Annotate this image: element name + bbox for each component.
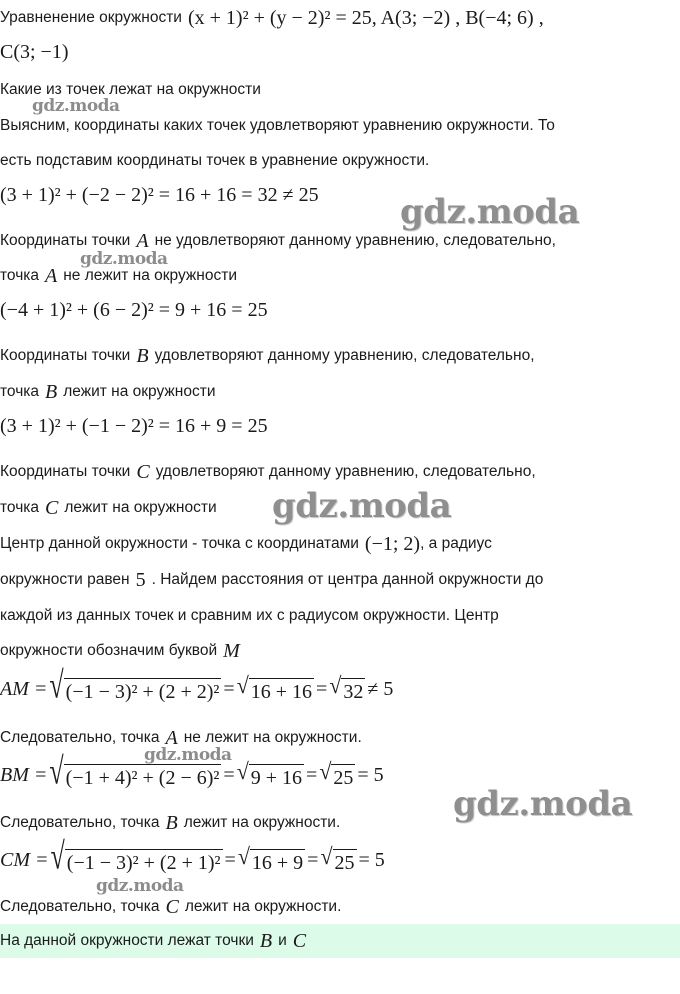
cm-distance-formula <box>0 835 680 881</box>
text-line <box>0 343 680 369</box>
center-coordinates: (−1; 2) <box>364 532 421 555</box>
radius-value: 5 <box>135 568 146 591</box>
text-fragment: удовлетворяют данному уравнению, следовательно, <box>155 463 536 480</box>
radical: √ (−1 − 3)² + (2 + 1)² <box>50 835 221 878</box>
point-label: C <box>45 496 59 519</box>
watermark: gdz.moda <box>144 745 232 765</box>
text-line <box>0 894 680 920</box>
formula-tail: ≠ 5 <box>367 677 394 700</box>
formula-tail: = 5 <box>357 763 384 786</box>
explanation-text: есть подставим координаты точек в уравнение окружности. <box>0 152 430 169</box>
text-line <box>0 567 680 593</box>
equals-sign: = <box>223 677 235 700</box>
text-fragment: точка <box>0 267 40 284</box>
radical: √ 16 + 9 <box>237 842 304 874</box>
point-c-check-formula: (3 + 1)² + (−1 − 2)² = 16 + 9 = 25 <box>0 414 268 437</box>
radicand: 25 <box>333 849 357 875</box>
text-fragment: не лежит на окружности. <box>183 729 362 746</box>
radicand: (−1 + 4)² + (2 − 6)² <box>64 764 222 790</box>
equals-sign: = <box>224 848 236 871</box>
formula-lhs: BM = <box>0 763 48 786</box>
formula-lhs: CM = <box>0 848 49 871</box>
text-fragment: Координаты точки <box>0 232 131 249</box>
radical: √ 9 + 16 <box>236 757 303 789</box>
watermark: gdz.moda <box>400 192 580 232</box>
text-line <box>0 114 680 138</box>
point-c-math: C(3; −1) <box>0 40 69 63</box>
formula-line <box>0 295 680 325</box>
point-label: C <box>136 460 150 483</box>
formula-tail: = 5 <box>358 848 385 871</box>
equation-intro-text: Уравненение окружности <box>0 9 182 26</box>
watermark: gdz.moda <box>272 486 452 526</box>
radical: √ (−1 + 4)² + (2 − 6)² <box>49 750 220 793</box>
radicand: 16 + 9 <box>250 849 305 875</box>
watermark: gdz.moda <box>80 249 168 269</box>
text-fragment: окружности равен <box>0 571 130 588</box>
radical: √ 25 <box>319 757 354 789</box>
formula-line <box>0 411 680 441</box>
explanation-text: Выясним, координаты каких точек удовлетворяют уравнению окружности. То <box>0 117 555 134</box>
text-fragment: не удовлетворяют данному уравнению, следовательно, <box>154 232 556 249</box>
watermark: gdz.moda <box>453 784 633 824</box>
center-label: M <box>223 639 240 662</box>
answer-box <box>0 924 680 958</box>
point-label: B <box>45 380 58 403</box>
radical: √ 16 + 16 <box>236 671 313 703</box>
radicand: 16 + 16 <box>249 678 314 704</box>
explanation-text: каждой из данных точек и сравним их с радиусом окружности. Центр <box>0 607 499 624</box>
equation-and-points-math: (x + 1)² + (y − 2)² = 25, A(3; −2) , B(−4; 6) , <box>187 6 544 29</box>
radical: √ (−1 − 3)² + (2 + 2)² <box>49 664 220 707</box>
text-fragment: Координаты точки <box>0 463 131 480</box>
text-line <box>0 379 680 405</box>
radicand: (−1 − 3)² + (2 + 1)² <box>65 849 223 875</box>
text-fragment: Следовательно, точка <box>0 814 160 831</box>
text-fragment: не лежит на окружности <box>63 267 237 284</box>
text-fragment: лежит на окружности <box>63 383 216 400</box>
watermark: gdz.moda <box>32 96 120 116</box>
text-fragment: Следовательно, точка <box>0 729 160 746</box>
text-line <box>0 459 680 485</box>
equals-sign: = <box>306 763 318 786</box>
text-fragment: Координаты точки <box>0 347 131 364</box>
text-fragment: Следовательно, точка <box>0 898 160 915</box>
text-fragment: . Найдем расстояния от центра данной окружности до <box>151 571 544 588</box>
equals-sign: = <box>223 763 235 786</box>
equals-sign: = <box>307 848 319 871</box>
point-label: C <box>165 895 179 918</box>
text-line <box>0 531 680 557</box>
point-label: A <box>165 726 178 749</box>
text-fragment: лежит на окружности. <box>183 814 341 831</box>
answer-conjunction: и <box>278 932 287 949</box>
circle-equation-line <box>0 4 680 32</box>
point-label: B <box>136 344 149 367</box>
point-b-check-formula: (−4 + 1)² + (6 − 2)² = 9 + 16 = 25 <box>0 298 268 321</box>
equals-sign: = <box>316 677 328 700</box>
am-distance-formula <box>0 664 680 710</box>
text-line <box>0 603 680 629</box>
radical: √ 32 <box>329 671 364 703</box>
answer-text: На данной окружности лежат точки <box>0 932 254 949</box>
point-label: B <box>165 811 178 834</box>
text-fragment: лежит на окружности <box>64 499 217 516</box>
answer-point-c: C <box>292 929 307 952</box>
text-fragment: , а радиус <box>420 535 492 552</box>
text-line <box>0 638 680 664</box>
radical: √ 25 <box>320 842 355 874</box>
question-text: Какие из точек лежат на окружности <box>0 81 261 98</box>
text-line <box>0 149 680 173</box>
text-fragment: окружности обозначим буквой <box>0 642 218 659</box>
text-fragment: точка <box>0 383 40 400</box>
radicand: 9 + 16 <box>249 764 304 790</box>
point-label: A <box>45 264 58 287</box>
text-line <box>0 725 680 751</box>
radicand: 25 <box>331 764 355 790</box>
radicand: (−1 − 3)² + (2 + 2)² <box>64 678 222 704</box>
watermark: gdz.moda <box>96 876 184 896</box>
point-c-line <box>0 38 680 66</box>
radicand: 32 <box>341 678 365 704</box>
text-fragment: удовлетворяют данному уравнению, следовательно, <box>154 347 535 364</box>
answer-point-b: B <box>259 929 273 952</box>
text-fragment: Центр данной окружности - точка с координатами <box>0 535 359 552</box>
text-fragment: лежит на окружности. <box>184 898 342 915</box>
formula-lhs: AM = <box>0 677 48 700</box>
point-a-check-formula: (3 + 1)² + (−2 − 2)² = 16 + 16 = 32 ≠ 25 <box>0 183 319 206</box>
text-fragment: точка <box>0 499 40 516</box>
point-label: A <box>136 229 149 252</box>
